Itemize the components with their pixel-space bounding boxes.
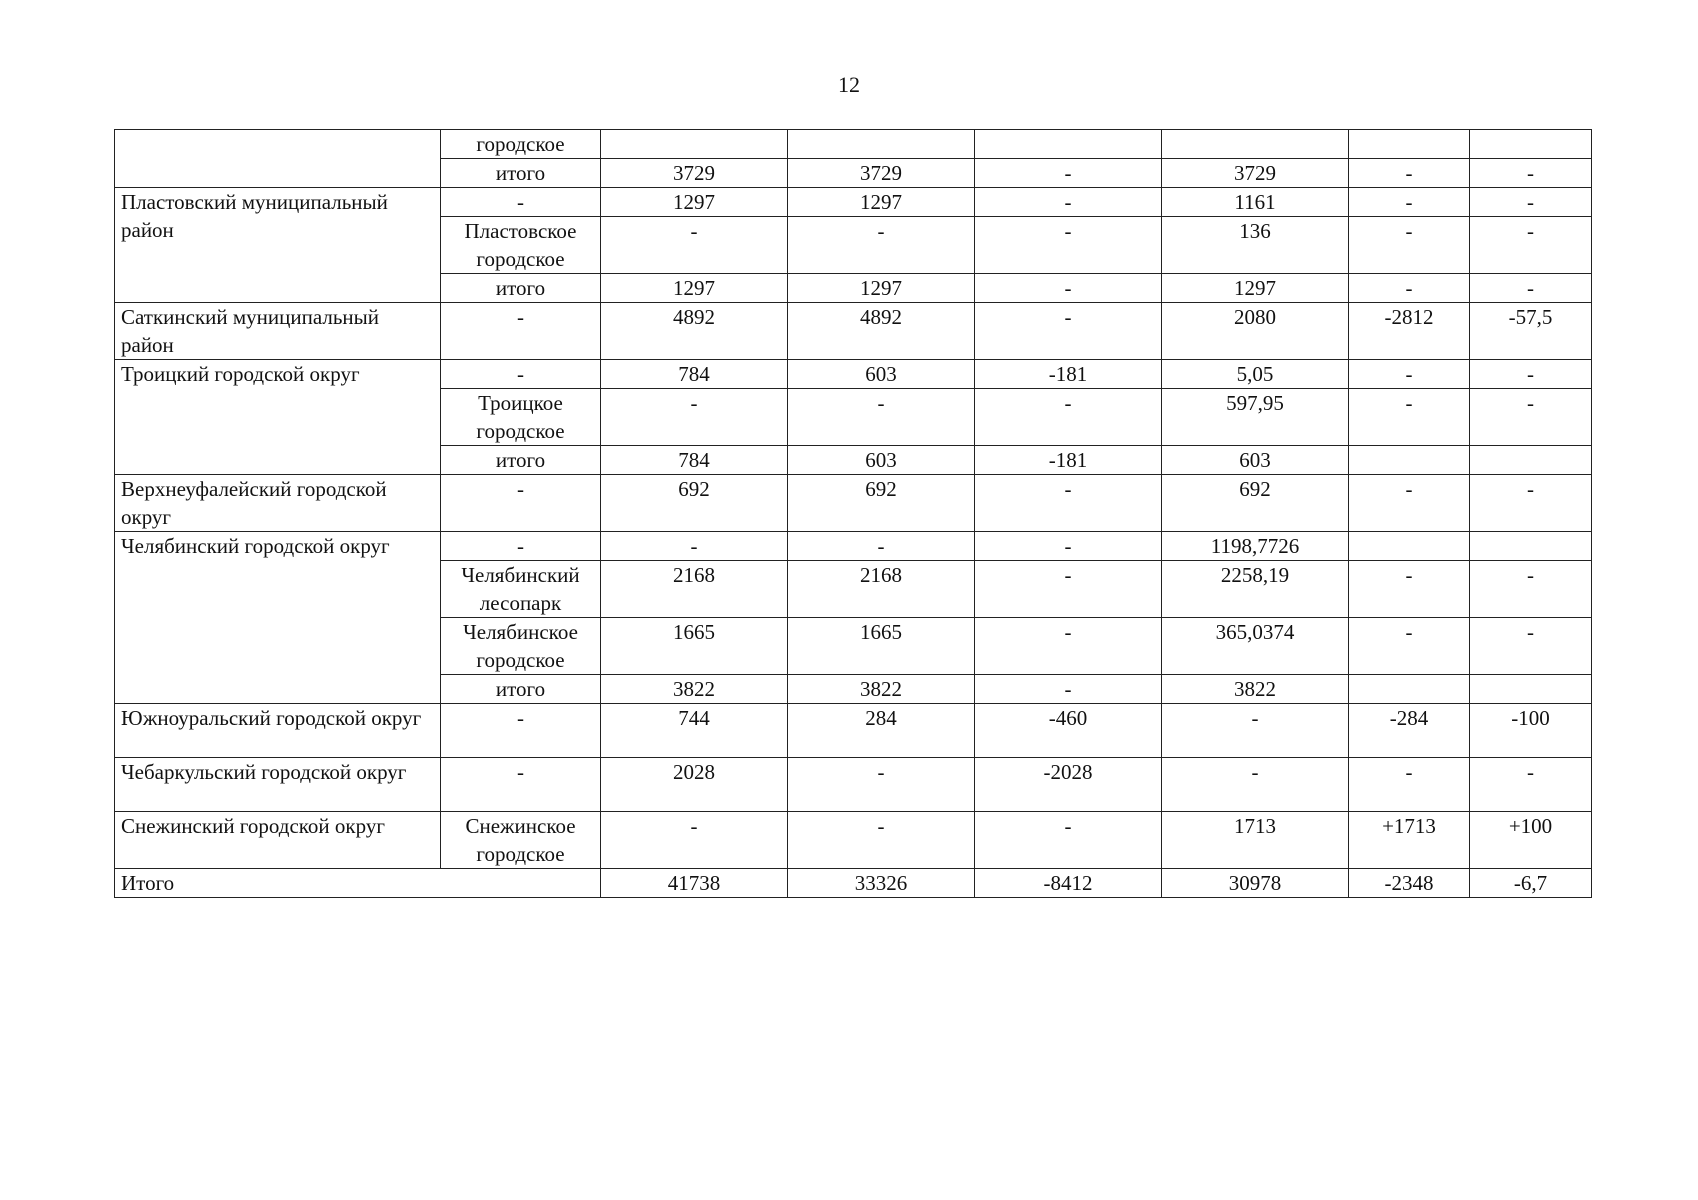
value-cell: 1665 [788, 618, 975, 675]
value-cell: - [788, 812, 975, 869]
value-cell: 3822 [601, 675, 788, 704]
value-cell: - [975, 475, 1162, 532]
subdivision-cell: - [441, 532, 601, 561]
value-cell: 2168 [601, 561, 788, 618]
value-cell: 33326 [788, 869, 975, 898]
subdivision-cell: итого [441, 274, 601, 303]
value-cell [1349, 532, 1470, 561]
value-cell: 1297 [788, 188, 975, 217]
value-cell: 136 [1162, 217, 1349, 274]
value-cell: - [975, 675, 1162, 704]
value-cell: - [975, 159, 1162, 188]
value-cell: 3729 [1162, 159, 1349, 188]
value-cell: 41738 [601, 869, 788, 898]
value-cell: -181 [975, 360, 1162, 389]
value-cell: 603 [1162, 446, 1349, 475]
value-cell: - [975, 303, 1162, 360]
value-cell: - [788, 217, 975, 274]
value-cell: 1713 [1162, 812, 1349, 869]
table-row [115, 303, 1592, 360]
value-cell: -2812 [1349, 303, 1470, 360]
value-cell: 30978 [1162, 869, 1349, 898]
table-row [115, 532, 1592, 561]
value-cell: -181 [975, 446, 1162, 475]
value-cell [1470, 130, 1592, 159]
table-row [115, 360, 1592, 389]
value-cell [601, 130, 788, 159]
value-cell: - [601, 217, 788, 274]
district-cell: Южноуральский городской округ [115, 704, 441, 758]
value-cell: 2028 [601, 758, 788, 812]
value-cell [975, 130, 1162, 159]
grand-total-label: Итого [115, 869, 601, 898]
value-cell: -2348 [1349, 869, 1470, 898]
value-cell: -8412 [975, 869, 1162, 898]
value-cell: -100 [1470, 704, 1592, 758]
value-cell: - [1349, 389, 1470, 446]
district-cell: Саткинский муниципальный район [115, 303, 441, 360]
value-cell: - [1470, 561, 1592, 618]
value-cell: - [1349, 274, 1470, 303]
value-cell [1470, 446, 1592, 475]
value-cell [1349, 675, 1470, 704]
value-cell: - [1470, 618, 1592, 675]
value-cell: - [788, 389, 975, 446]
value-cell: - [1470, 475, 1592, 532]
subdivision-cell: - [441, 360, 601, 389]
value-cell: 692 [601, 475, 788, 532]
district-cell [115, 130, 441, 188]
subdivision-cell: Челябинский лесопарк [441, 561, 601, 618]
value-cell: - [1349, 618, 1470, 675]
district-cell: Верхнеуфалейский городской округ [115, 475, 441, 532]
table-row [115, 758, 1592, 812]
value-cell: 4892 [788, 303, 975, 360]
value-cell: +1713 [1349, 812, 1470, 869]
value-cell: - [1349, 475, 1470, 532]
value-cell: - [975, 274, 1162, 303]
grand-total-row [115, 869, 1592, 898]
value-cell: 784 [601, 360, 788, 389]
value-cell: 692 [1162, 475, 1349, 532]
value-cell: 692 [788, 475, 975, 532]
district-cell: Снежинский городской округ [115, 812, 441, 869]
value-cell: 3822 [1162, 675, 1349, 704]
value-cell: 2258,19 [1162, 561, 1349, 618]
value-cell [1349, 130, 1470, 159]
value-cell: 2168 [788, 561, 975, 618]
value-cell: - [788, 532, 975, 561]
value-cell: 1297 [601, 188, 788, 217]
value-cell: - [1349, 188, 1470, 217]
value-cell: - [975, 188, 1162, 217]
value-cell: - [1349, 561, 1470, 618]
table-row [115, 130, 1592, 159]
subdivision-cell: итого [441, 159, 601, 188]
value-cell: - [1470, 758, 1592, 812]
table-row [115, 475, 1592, 532]
value-cell: - [1470, 217, 1592, 274]
value-cell [1162, 130, 1349, 159]
value-cell: - [1470, 360, 1592, 389]
value-cell: 3729 [601, 159, 788, 188]
subdivision-cell: Снежинское городское [441, 812, 601, 869]
value-cell: 1161 [1162, 188, 1349, 217]
subdivision-cell: Челябинское городское [441, 618, 601, 675]
subdivision-cell: - [441, 188, 601, 217]
value-cell: - [601, 389, 788, 446]
value-cell: - [1470, 274, 1592, 303]
subdivision-cell: - [441, 303, 601, 360]
subdivision-cell: итого [441, 446, 601, 475]
value-cell: 1665 [601, 618, 788, 675]
page-number: 12 [838, 72, 860, 97]
value-cell: -460 [975, 704, 1162, 758]
table-row [115, 188, 1592, 217]
value-cell: - [1470, 159, 1592, 188]
value-cell [788, 130, 975, 159]
value-cell: - [1162, 758, 1349, 812]
value-cell: 284 [788, 704, 975, 758]
value-cell [1470, 675, 1592, 704]
value-cell: - [601, 812, 788, 869]
value-cell: - [975, 561, 1162, 618]
district-cell: Челябинский городской округ [115, 532, 441, 704]
table-row [115, 812, 1592, 869]
value-cell: -57,5 [1470, 303, 1592, 360]
value-cell: -284 [1349, 704, 1470, 758]
value-cell: 4892 [601, 303, 788, 360]
district-cell: Чебаркульский городской округ [115, 758, 441, 812]
value-cell: 1297 [1162, 274, 1349, 303]
district-cell: Пластовский муниципальный район [115, 188, 441, 303]
value-cell [1349, 446, 1470, 475]
district-cell: Троицкий городской округ [115, 360, 441, 475]
value-cell: - [975, 217, 1162, 274]
subdivision-cell: - [441, 475, 601, 532]
value-cell: -6,7 [1470, 869, 1592, 898]
value-cell: 5,05 [1162, 360, 1349, 389]
value-cell: - [601, 532, 788, 561]
value-cell: - [1470, 188, 1592, 217]
value-cell: 784 [601, 446, 788, 475]
value-cell: 1297 [788, 274, 975, 303]
value-cell: - [1349, 159, 1470, 188]
value-cell: 1198,7726 [1162, 532, 1349, 561]
table-row [115, 704, 1592, 758]
value-cell: 3822 [788, 675, 975, 704]
subdivision-cell: Троицкое городское [441, 389, 601, 446]
value-cell: - [975, 812, 1162, 869]
subdivision-cell: - [441, 758, 601, 812]
value-cell: - [1349, 360, 1470, 389]
value-cell: 2080 [1162, 303, 1349, 360]
value-cell: - [1470, 389, 1592, 446]
value-cell: 603 [788, 446, 975, 475]
value-cell: 1297 [601, 274, 788, 303]
subdivision-cell: - [441, 704, 601, 758]
value-cell: -2028 [975, 758, 1162, 812]
value-cell: - [1349, 758, 1470, 812]
subdivision-cell: Пластовское городское [441, 217, 601, 274]
subdivision-cell: итого [441, 675, 601, 704]
subdivision-cell: городское [441, 130, 601, 159]
value-cell: 744 [601, 704, 788, 758]
value-cell: - [975, 532, 1162, 561]
value-cell: - [975, 618, 1162, 675]
value-cell: - [788, 758, 975, 812]
value-cell: - [1162, 704, 1349, 758]
value-cell: +100 [1470, 812, 1592, 869]
value-cell: 597,95 [1162, 389, 1349, 446]
value-cell: 3729 [788, 159, 975, 188]
value-cell: - [975, 389, 1162, 446]
value-cell: - [1349, 217, 1470, 274]
value-cell: 365,0374 [1162, 618, 1349, 675]
forest-area-table [114, 129, 1592, 898]
value-cell [1470, 532, 1592, 561]
value-cell: 603 [788, 360, 975, 389]
